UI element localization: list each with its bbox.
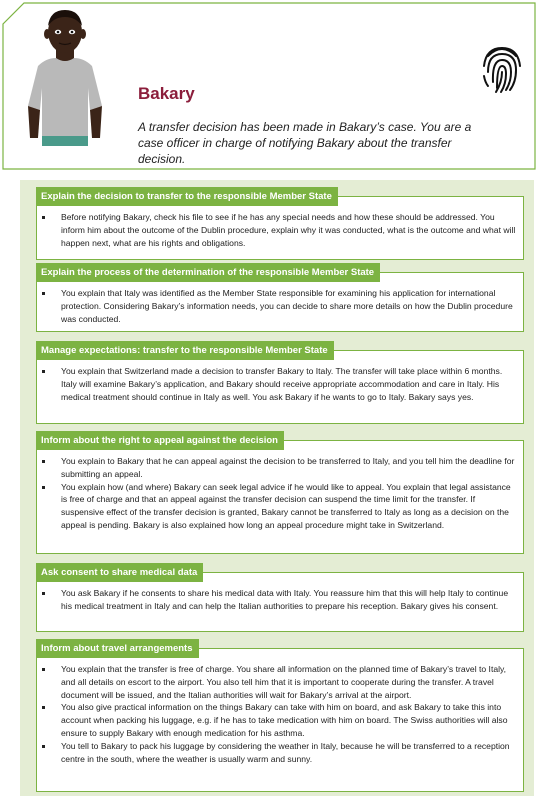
person-avatar-icon — [16, 8, 116, 148]
list-item: You explain how (and where) Bakary can seek legal advice if he would like to appeal. You explain that legal assistance is free of charge and that an appeal against the transfer decision can suspend the time limit for the transfer. If suspensive effect of the transfer decision is granted, Bakary cannot be transferred to Italy as long as a decision on the appeal is pending. Bakary is also explained how long an appeal procedure might take in Switzerland. — [37, 481, 523, 532]
section-title: Ask consent to share medical data — [36, 563, 203, 582]
section-title: Manage expectations: transfer to the responsible Member State — [36, 341, 334, 360]
list-item: You explain that the transfer is free of charge. You share all information on the planned time of Bakary’s travel to Italy, and all details on escort to the airport. You also tell him that it is important to cooperate during the transfer. A travel document will be issued, and the Italian authorities will wait for Bakary’s arrival at the airport. — [37, 663, 523, 701]
list-item: You explain to Bakary that he can appeal against the decision to be transferred to Italy, and you tell him the deadline for submitting an appeal. — [37, 455, 523, 481]
section-title: Inform about travel arrangements — [36, 639, 199, 658]
list-item: You ask Bakary if he consents to share his medical data with Italy. You reassure him that this will help Italy to continue his medical treatment in Italy and can help the Italian authorities to prepare his reception. Bakary gives his consent. — [37, 587, 523, 613]
header-card — [2, 2, 536, 170]
section-medical-consent — [36, 567, 524, 632]
section-title: Inform about the right to appeal against the decision — [36, 431, 284, 450]
section-determination-process — [36, 267, 524, 332]
fingerprint-icon — [480, 42, 524, 94]
list-item: You also give practical information on the things Bakary can take with him on board, and ask Bakary to take this into account when packing his luggage, e.g. if he has to take medication with him on board. The Swiss authorities will also ensure to supply Bakary with enough medication for his asthma. — [37, 701, 523, 739]
section-title: Explain the decision to transfer to the responsible Member State — [36, 187, 338, 206]
section-title: Explain the process of the determination of the responsible Member State — [36, 263, 380, 282]
list-item: You explain that Italy was identified as the Member State responsible for examining his application for international protection. Considering Bakary’s information needs, you can decide to share more details on how the Dublin procedure was conducted. — [37, 287, 523, 325]
section-manage-expectations — [36, 345, 524, 424]
person-name: Bakary — [138, 84, 195, 103]
list-item: You tell to Bakary to pack his luggage by considering the weather in Italy, because he will be transferred to a reception centre in the south, where the weather is usually warm and sunny. — [37, 740, 523, 766]
list-item: You explain that Switzerland made a decision to transfer Bakary to Italy. The transfer will take place within 6 months. Italy will examine Bakary’s application, and Bakary should receive appropriate accommodation and care in Italy. His medical treatment should continue in Italy as well. You ask Bakary if he wants to go to Italy. Bakary says yes. — [37, 365, 523, 403]
section-right-to-appeal — [36, 435, 524, 554]
section-travel-arrangements — [36, 643, 524, 792]
section-explain-decision — [36, 191, 524, 260]
scenario-intro: A transfer decision has been made in Bakary’s case. You are a case officer in charge of notifying Bakary about the transfer decision. — [138, 120, 472, 166]
list-item: Before notifying Bakary, check his file to see if he has any special needs and how these should be addressed. You inform him about the outcome of the Dublin procedure, explain why it was conducted, what is the outcome and what will happen next, what are his rights and obligations. — [37, 211, 523, 249]
